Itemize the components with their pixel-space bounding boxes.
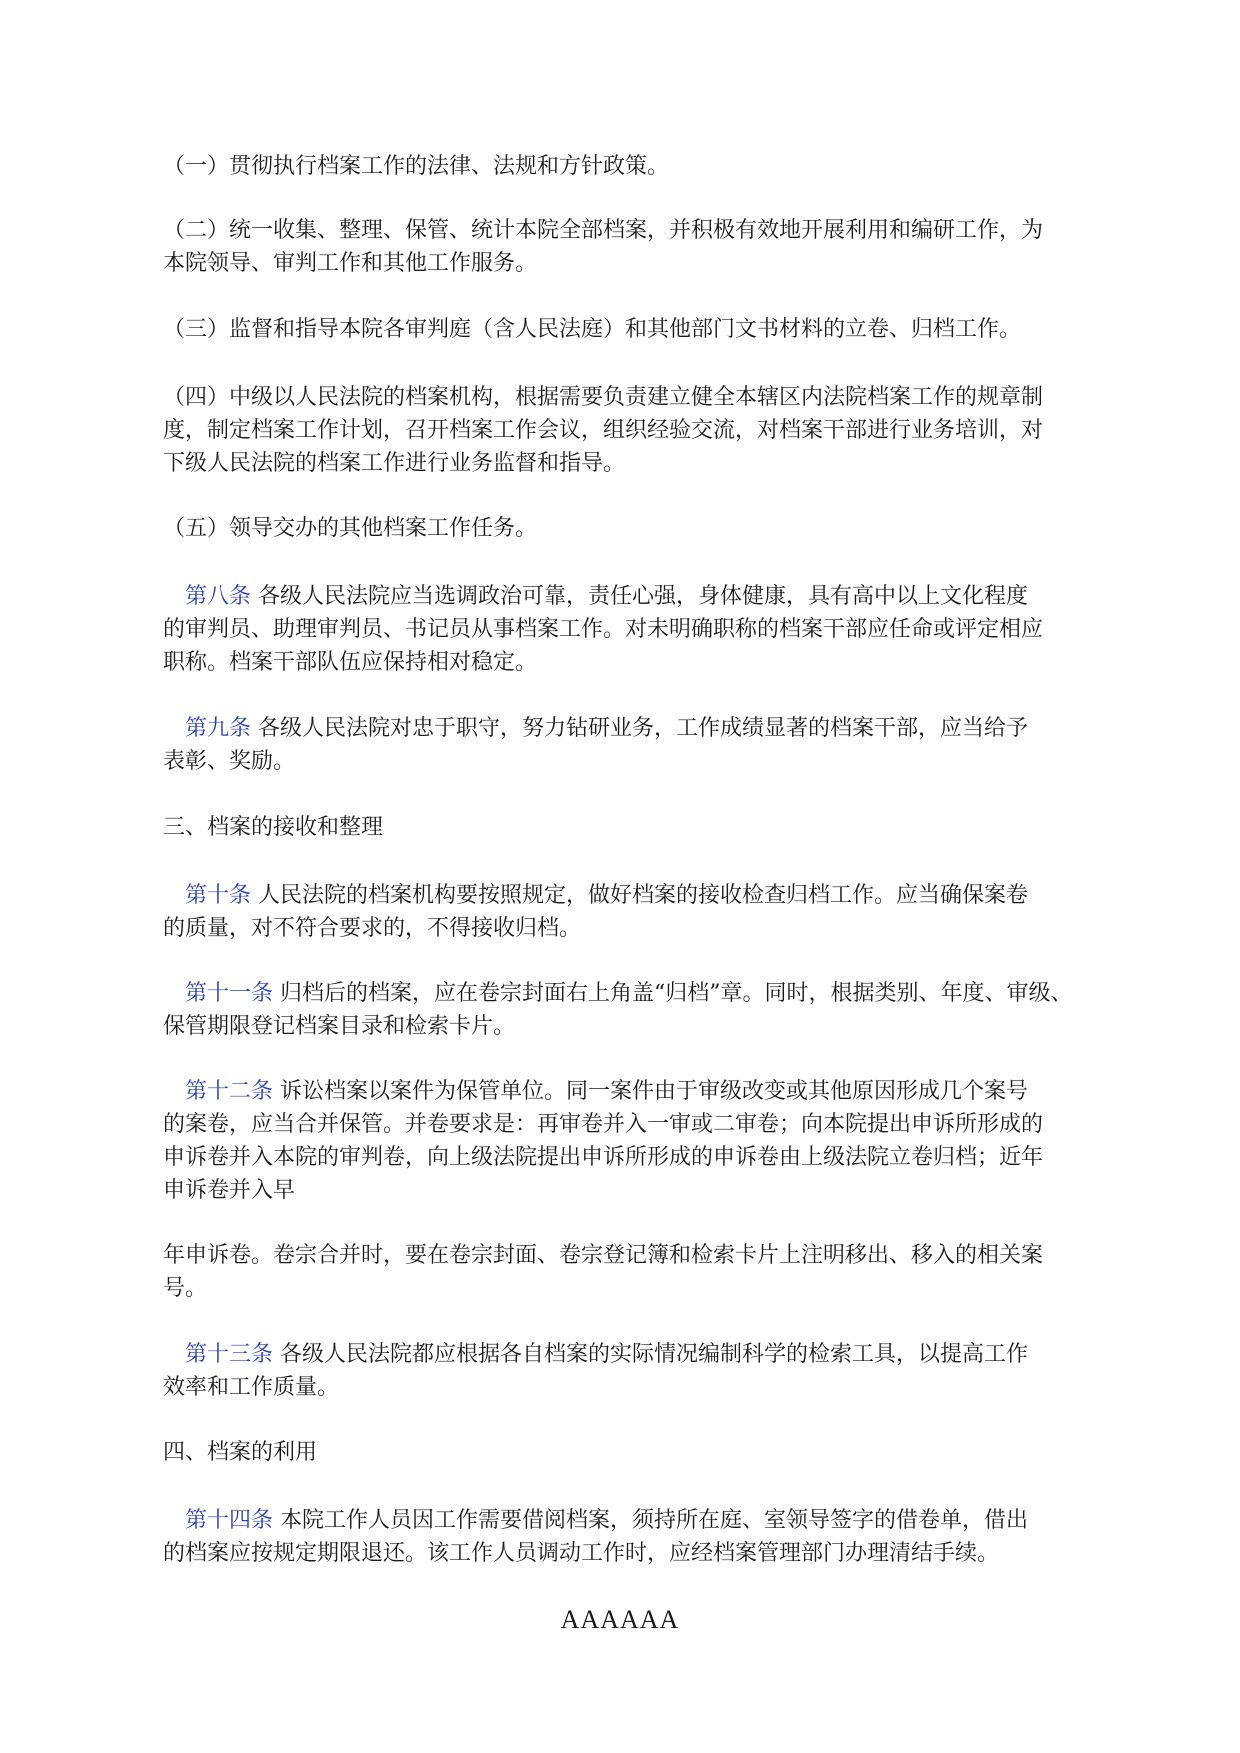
text-line: （五）领导交办的其他档案工作任务。 (163, 516, 538, 541)
article-text: 人民法院的档案机构要按照规定，做好档案的接收检查归档工作。应当确保案卷 (251, 883, 1029, 908)
paragraph-duty-1 (163, 150, 1113, 183)
page-footer: AAAAAA (560, 1605, 680, 1634)
article-number: 第九条 (185, 716, 252, 741)
paragraph-duty-5 (163, 512, 1113, 545)
article-text: 各级人民法院对忠于职守，努力钻研业务，工作成绩显著的档案干部，应当给予 (251, 716, 1029, 741)
paragraph-article-9 (163, 712, 1113, 778)
text-line: （二）统一收集、整理、保管、统计本院全部档案，并积极有效地开展利用和编研工作，为 (163, 218, 1044, 243)
text-line: 下级人民法院的档案工作进行业务监督和指导。 (163, 451, 626, 476)
article-text: 各级人民法院应当选调政治可靠，责任心强，身体健康，具有高中以上文化程度 (251, 584, 1029, 609)
paragraph-article-12 (163, 1075, 1113, 1207)
text-line: （三）监督和指导本院各审判庭（含人民法庭）和其他部门文书材料的立卷、归档工作。 (163, 317, 1022, 342)
article-text: 本院工作人员因工作需要借阅档案，须持所在庭、室领导签字的借卷单，借出 (273, 1508, 1029, 1533)
text-line: 度，制定档案工作计划，召开档案工作会议，组织经验交流，对档案干部进行业务培训，对 (163, 418, 1044, 443)
paragraph-article-10 (163, 879, 1113, 945)
text-line (163, 1075, 1113, 1108)
text-line: 四、档案的利用 (163, 1440, 318, 1465)
paragraph-continuation (163, 1239, 1113, 1305)
text-line (163, 879, 1113, 912)
paragraph-duty-3 (163, 313, 1113, 346)
article-text: 各级人民法院都应根据各自档案的实际情况编制科学的检索工具，以提高工作 (273, 1342, 1029, 1367)
paragraph-article-14 (163, 1504, 1113, 1570)
article-number: 第十四条 (185, 1508, 274, 1533)
text-line: 的案卷，应当合并保管。并卷要求是：再审卷并入一审或二审卷；向本院提出申诉所形成的 (163, 1112, 1044, 1137)
paragraph-article-13 (163, 1338, 1113, 1404)
text-line (163, 1338, 1113, 1371)
text-line: 申诉卷并入本院的审判卷，向上级法院提出申诉所形成的申诉卷由上级法院立卷归档；近年 (163, 1145, 1044, 1170)
text-line: 申诉卷并入早 (163, 1178, 296, 1203)
text-line (163, 1504, 1113, 1537)
text-line: 保管期限登记档案目录和检索卡片。 (163, 1014, 516, 1039)
text-line: （一）贯彻执行档案工作的法律、法规和方针政策。 (163, 154, 670, 179)
section-heading-4 (163, 1436, 1113, 1469)
paragraph-article-11 (163, 977, 1113, 1043)
article-text: 诉讼档案以案件为保管单位。同一案件由于审级改变或其他原因形成几个案号 (273, 1079, 1029, 1104)
article-number: 第十一条 (185, 981, 274, 1006)
section-heading-3 (163, 811, 1113, 844)
text-line (163, 580, 1113, 613)
text-line: 三、档案的接收和整理 (163, 815, 384, 840)
text-line: 职称。档案干部队伍应保持相对稳定。 (163, 650, 538, 675)
text-line: 年申诉卷。卷宗合并时，要在卷宗封面、卷宗登记簿和检索卡片上注明移出、移入的相关案 (163, 1243, 1044, 1268)
text-line: 效率和工作质量。 (163, 1375, 340, 1400)
paragraph-article-8 (163, 580, 1113, 679)
article-text: 归档后的档案，应在卷宗封面右上角盖“归档”章。同时，根据类别、年度、审级、 (273, 981, 1073, 1006)
text-line (163, 977, 1113, 1010)
text-line: 号。 (163, 1276, 208, 1301)
article-number: 第十二条 (185, 1079, 274, 1104)
paragraph-duty-2 (163, 214, 1113, 280)
article-number: 第八条 (185, 584, 252, 609)
text-line: 表彰、奖励。 (163, 749, 296, 774)
article-number: 第十三条 (185, 1342, 274, 1367)
text-line (163, 712, 1113, 745)
article-number: 第十条 (185, 883, 252, 908)
text-line: 的档案应按规定期限退还。该工作人员调动工作时，应经档案管理部门办理清结手续。 (163, 1541, 1000, 1566)
text-line: 的质量，对不符合要求的，不得接收归档。 (163, 916, 582, 941)
text-line: 本院领导、审判工作和其他工作服务。 (163, 251, 538, 276)
paragraph-duty-4 (163, 381, 1113, 480)
text-line: （四）中级以人民法院的档案机构，根据需要负责建立健全本辖区内法院档案工作的规章制 (163, 385, 1044, 410)
text-line: 的审判员、助理审判员、书记员从事档案工作。对未明确职称的档案干部应任命或评定相应 (163, 617, 1044, 642)
